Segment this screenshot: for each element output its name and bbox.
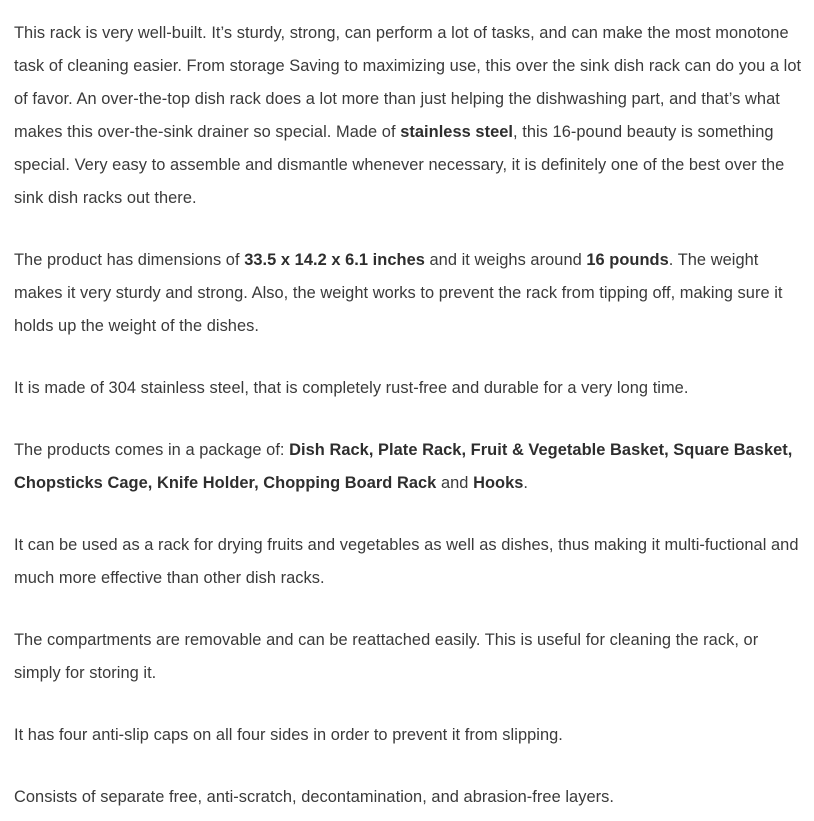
bold-text-run: Hooks	[473, 474, 524, 492]
bold-text-run: Dish Rack, Plate Rack, Fruit & Vegetable Basket, Square Basket, Chopsticks Cage, Knife Holder, Chopping Board Rack	[14, 441, 793, 492]
bold-text-run: 16 pounds	[586, 251, 669, 269]
text-run: It can be used as a rack for drying fruits and vegetables as well as dishes, thus making it multi-fuctional and much more effective than other dish racks.	[14, 536, 799, 587]
paragraph-overview	[14, 17, 804, 215]
text-run: , this 16-pound beauty is something special. Very easy to assemble and dismantle whenever necessary, it is definitely one of the best over the sink dish racks out there.	[14, 123, 785, 207]
paragraph-package-contents	[14, 434, 804, 500]
paragraph-compartments	[14, 624, 804, 690]
paragraph-anti-slip	[14, 719, 804, 752]
text-run: The compartments are removable and can be reattached easily. This is useful for cleaning the rack, or simply for storing it.	[14, 631, 759, 682]
paragraph-layers	[14, 781, 804, 814]
text-run: It has four anti-slip caps on all four sides in order to prevent it from slipping.	[14, 726, 563, 744]
text-run: . The weight makes it very sturdy and strong. Also, the weight works to prevent the rack from tipping off, making sure it holds up the weight of the dishes.	[14, 251, 783, 335]
bold-text-run: stainless steel	[400, 123, 514, 141]
text-run: It is made of 304 stainless steel, that is completely rust-free and durable for a very long time.	[14, 379, 689, 397]
text-run: This rack is very well-built. It’s sturdy, strong, can perform a lot of tasks, and can make the most monotone task of cleaning easier. From storage Saving to maximizing use, this over the sink dish rack can do you a lot of favor. An over-the-top dish rack does a lot more than just helping the dishwashing part, and that’s what makes this over-the-sink drainer so special. Made of	[14, 24, 802, 141]
paragraph-uses	[14, 529, 804, 595]
paragraph-dimensions	[14, 244, 804, 343]
text-run: and	[436, 474, 474, 492]
text-run: .	[523, 474, 529, 492]
text-run: The products comes in a package of:	[14, 441, 290, 459]
text-run: The product has dimensions of	[14, 251, 245, 269]
bold-text-run: 33.5 x 14.2 x 6.1 inches	[244, 251, 425, 269]
text-run: Consists of separate free, anti-scratch, decontamination, and abrasion-free layers.	[14, 788, 614, 806]
text-run: and it weighs around	[424, 251, 587, 269]
paragraph-material	[14, 372, 804, 405]
